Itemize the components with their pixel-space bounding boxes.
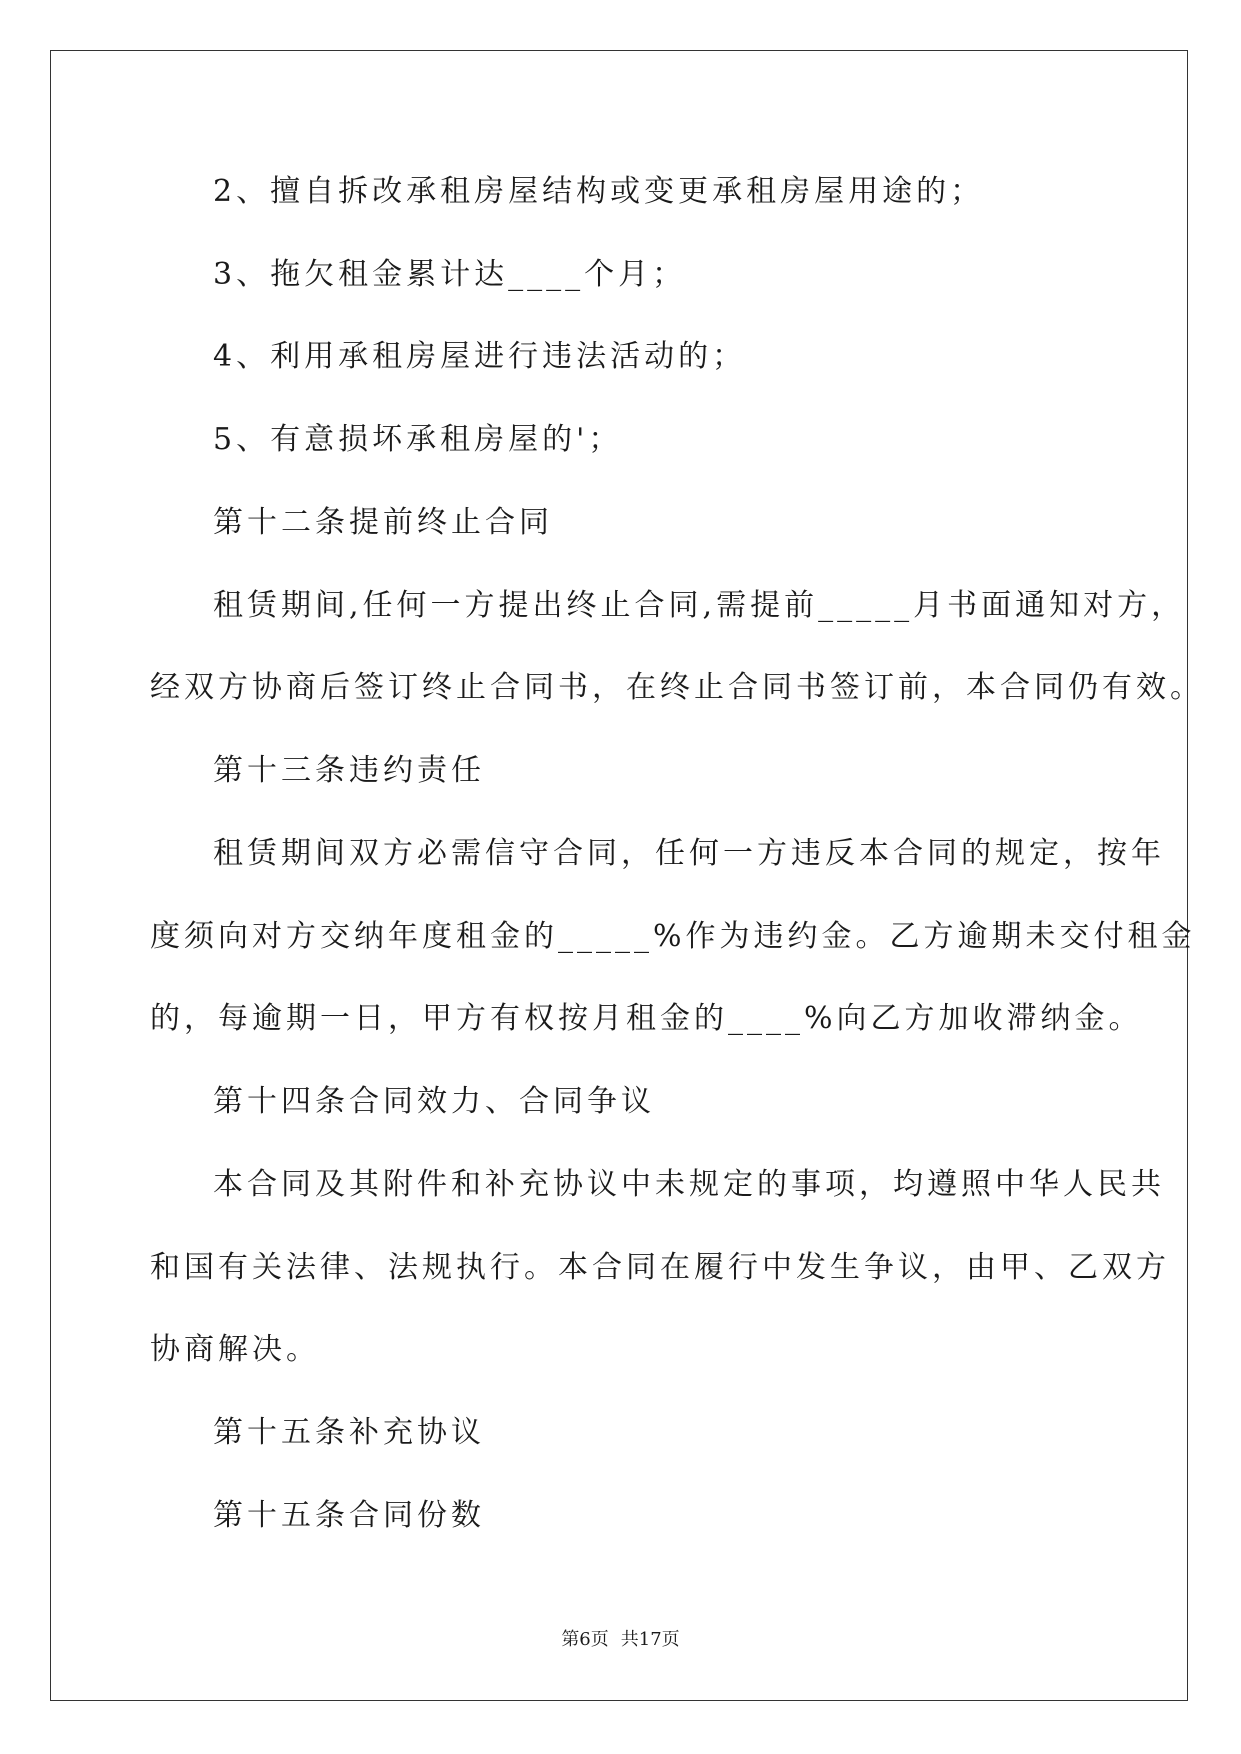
page-number-total: 共17页 xyxy=(620,1629,680,1650)
clause-line: 5、有意损坏承租房屋的'； xyxy=(213,422,623,457)
article-heading: 第十五条合同份数 xyxy=(213,1498,485,1533)
paragraph-line: 本合同及其附件和补充协议中未规定的事项，均遵照中华人民共 xyxy=(213,1167,1165,1202)
article-heading: 第十三条违约责任 xyxy=(213,753,485,788)
clause-line: 4、利用承租房屋进行违法活动的； xyxy=(213,339,747,374)
paragraph-line: 租赁期间双方必需信守合同，任何一方违反本合同的规定，按年 xyxy=(213,836,1165,871)
clause-line: 3、拖欠租金累计达____个月； xyxy=(213,257,687,292)
page-border xyxy=(50,50,1188,1701)
page-footer xyxy=(0,1625,1241,1651)
article-heading: 第十五条补充协议 xyxy=(213,1415,485,1450)
paragraph-line: 经双方协商后签订终止合同书，在终止合同书签订前，本合同仍有效。 xyxy=(150,670,1204,705)
paragraph-line: 租赁期间,任何一方提出终止合同,需提前_____月书面通知对方， xyxy=(213,588,1186,623)
paragraph-line: 度须向对方交纳年度租金的_____%作为违约金。乙方逾期未交付租金 xyxy=(150,919,1196,954)
paragraph-line: 协商解决。 xyxy=(150,1332,320,1367)
article-heading: 第十四条合同效力、合同争议 xyxy=(213,1084,655,1119)
page-number-current: 第6页 xyxy=(561,1629,609,1650)
paragraph-line: 的，每逾期一日，甲方有权按月租金的____%向乙方加收滞纳金。 xyxy=(150,1001,1143,1036)
clause-line: 2、擅自拆改承租房屋结构或变更承租房屋用途的； xyxy=(213,174,985,209)
paragraph-line: 和国有关法律、法规执行。本合同在履行中发生争议，由甲、乙双方 xyxy=(150,1250,1170,1285)
article-heading: 第十二条提前终止合同 xyxy=(213,505,553,540)
